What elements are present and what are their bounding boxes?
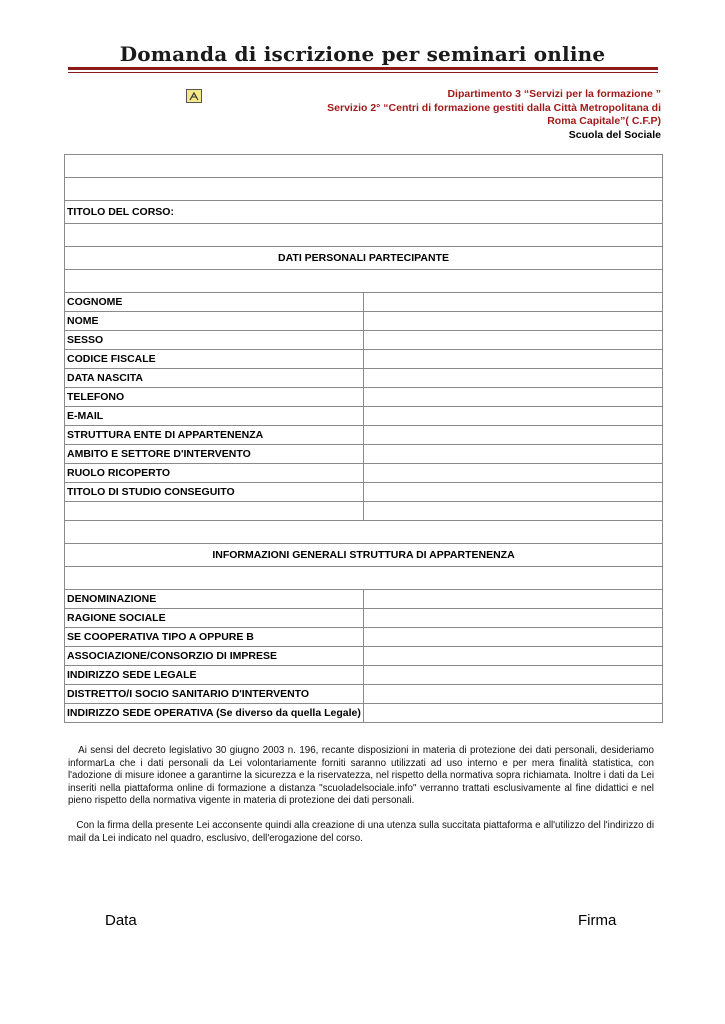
- form-row-data-nascita: [65, 369, 663, 388]
- privacy-text: Ai sensi del decreto legislativo 30 giugno 2003 n. 196, recante disposizioni in materia di protezione dei dati personali, desideriamo informarLa che i dati personali da Lei volontariamente forniti saranno utilizzati ad uso interno e per mera finalità statistica, con l'adozione di misure idonee a garantirne la sicurezza e la riservatezza, nel rispetto della normativa sopra richiamata. Inoltre i dati da Lei inseriti nella piattaforma online di formazione a distanza "scuoladelsociale.info" verranno trattati esclusivamente al fine didattici e nel pieno rispetto della normativa vigente in materia di protezione dei dati personali.: [68, 745, 654, 807]
- institution-header: [301, 88, 661, 142]
- field-value-input[interactable]: [364, 647, 663, 666]
- field-value-input[interactable]: [364, 293, 663, 312]
- field-label: TITOLO DI STUDIO CONSEGUITO: [65, 483, 364, 502]
- field-label: INDIRIZZO SEDE LEGALE: [65, 666, 364, 685]
- field-label: RAGIONE SOCIALE: [65, 609, 364, 628]
- field-label: CODICE FISCALE: [65, 350, 364, 369]
- field-label: NOME: [65, 312, 364, 331]
- school-name: Scuola del Sociale: [568, 128, 661, 141]
- consent-text: Con la firma della presente Lei acconsente quindi alla creazione di una utenza sulla succitata piattaforma e all'utilizzo del l'indirizzo di mail da Lei indicato nel quadro, esclusivo, dell'erogazione del corso.: [68, 820, 654, 844]
- consent-notice: [68, 820, 654, 845]
- department-line: Dipartimento 3 “Servizi per la formazione ”: [447, 88, 661, 100]
- field-value-input[interactable]: [364, 350, 663, 369]
- signature-label: Firma: [578, 912, 617, 929]
- enrollment-form-table: [64, 154, 663, 723]
- field-value-input[interactable]: [364, 445, 663, 464]
- field-value-input[interactable]: [364, 666, 663, 685]
- field-value-input[interactable]: [364, 685, 663, 704]
- blank-cell: [364, 502, 663, 521]
- form-row-nome: [65, 312, 663, 331]
- blank-row: [65, 270, 663, 293]
- field-value-input[interactable]: [364, 369, 663, 388]
- field-label: TELEFONO: [65, 388, 364, 407]
- field-value-input[interactable]: [364, 609, 663, 628]
- field-value-input[interactable]: [364, 331, 663, 350]
- logo-icon: [186, 89, 202, 103]
- form-row-titolo-studio: [65, 483, 663, 502]
- blank-row: [65, 178, 663, 201]
- field-value-input[interactable]: [364, 388, 663, 407]
- field-label: RUOLO RICOPERTO: [65, 464, 364, 483]
- privacy-notice: [68, 745, 654, 808]
- field-value-input[interactable]: [364, 704, 663, 723]
- blank-row: [65, 224, 663, 247]
- blank-row: [65, 567, 663, 590]
- field-label: INDIRIZZO SEDE OPERATIVA (Se diverso da quella Legale): [65, 704, 364, 723]
- field-label: COGNOME: [65, 293, 364, 312]
- form-row-codice-fiscale: [65, 350, 663, 369]
- field-label: STRUTTURA ENTE DI APPARTENENZA: [65, 426, 364, 445]
- field-label: SESSO: [65, 331, 364, 350]
- blank-split-row: [65, 502, 663, 521]
- field-value-input[interactable]: [364, 590, 663, 609]
- form-row-cooperativa: [65, 628, 663, 647]
- form-row-ruolo: [65, 464, 663, 483]
- title-rule-thick: [68, 67, 658, 70]
- field-value-input[interactable]: [364, 407, 663, 426]
- field-label: AMBITO E SETTORE D'INTERVENTO: [65, 445, 364, 464]
- field-label: SE COOPERATIVA TIPO A OPPURE B: [65, 628, 364, 647]
- service-line-cont: Roma Capitale”( C.F.P): [547, 115, 661, 127]
- blank-row: [65, 521, 663, 544]
- title-rule-thin: [68, 72, 658, 73]
- form-row-sesso: [65, 331, 663, 350]
- field-value-input[interactable]: [364, 426, 663, 445]
- course-title-field[interactable]: TITOLO DEL CORSO:: [65, 201, 663, 224]
- blank-row: [65, 155, 663, 178]
- structure-info-heading: INFORMAZIONI GENERALI STRUTTURA DI APPARTENENZA: [65, 544, 663, 567]
- service-line: Servizio 2° “Centri di formazione gestiti dalla Città Metropolitana di: [327, 101, 661, 114]
- form-row-ambito-settore: [65, 445, 663, 464]
- personal-data-heading: DATI PERSONALI PARTECIPANTE: [65, 247, 663, 270]
- field-value-input[interactable]: [364, 312, 663, 331]
- document-title: Domanda di iscrizione per seminari online: [119, 42, 606, 66]
- field-label: ASSOCIAZIONE/CONSORZIO DI IMPRESE: [65, 647, 364, 666]
- form-row-struttura-ente: [65, 426, 663, 445]
- form-row-distretto: [65, 685, 663, 704]
- form-row-sede-legale: [65, 666, 663, 685]
- blank-cell: [65, 502, 364, 521]
- form-row-associazione: [65, 647, 663, 666]
- field-label: DATA NASCITA: [65, 369, 364, 388]
- form-row-telefono: [65, 388, 663, 407]
- field-value-input[interactable]: [364, 483, 663, 502]
- field-label: E-MAIL: [65, 407, 364, 426]
- field-label: DISTRETTO/I SOCIO SANITARIO D'INTERVENTO: [65, 685, 364, 704]
- date-label: Data: [105, 912, 137, 929]
- form-row-email: [65, 407, 663, 426]
- field-value-input[interactable]: [364, 464, 663, 483]
- field-value-input[interactable]: [364, 628, 663, 647]
- form-row-sede-operativa: [65, 704, 663, 723]
- form-row-cognome: [65, 293, 663, 312]
- field-label: DENOMINAZIONE: [65, 590, 364, 609]
- form-row-denominazione: [65, 590, 663, 609]
- form-row-ragione-sociale: [65, 609, 663, 628]
